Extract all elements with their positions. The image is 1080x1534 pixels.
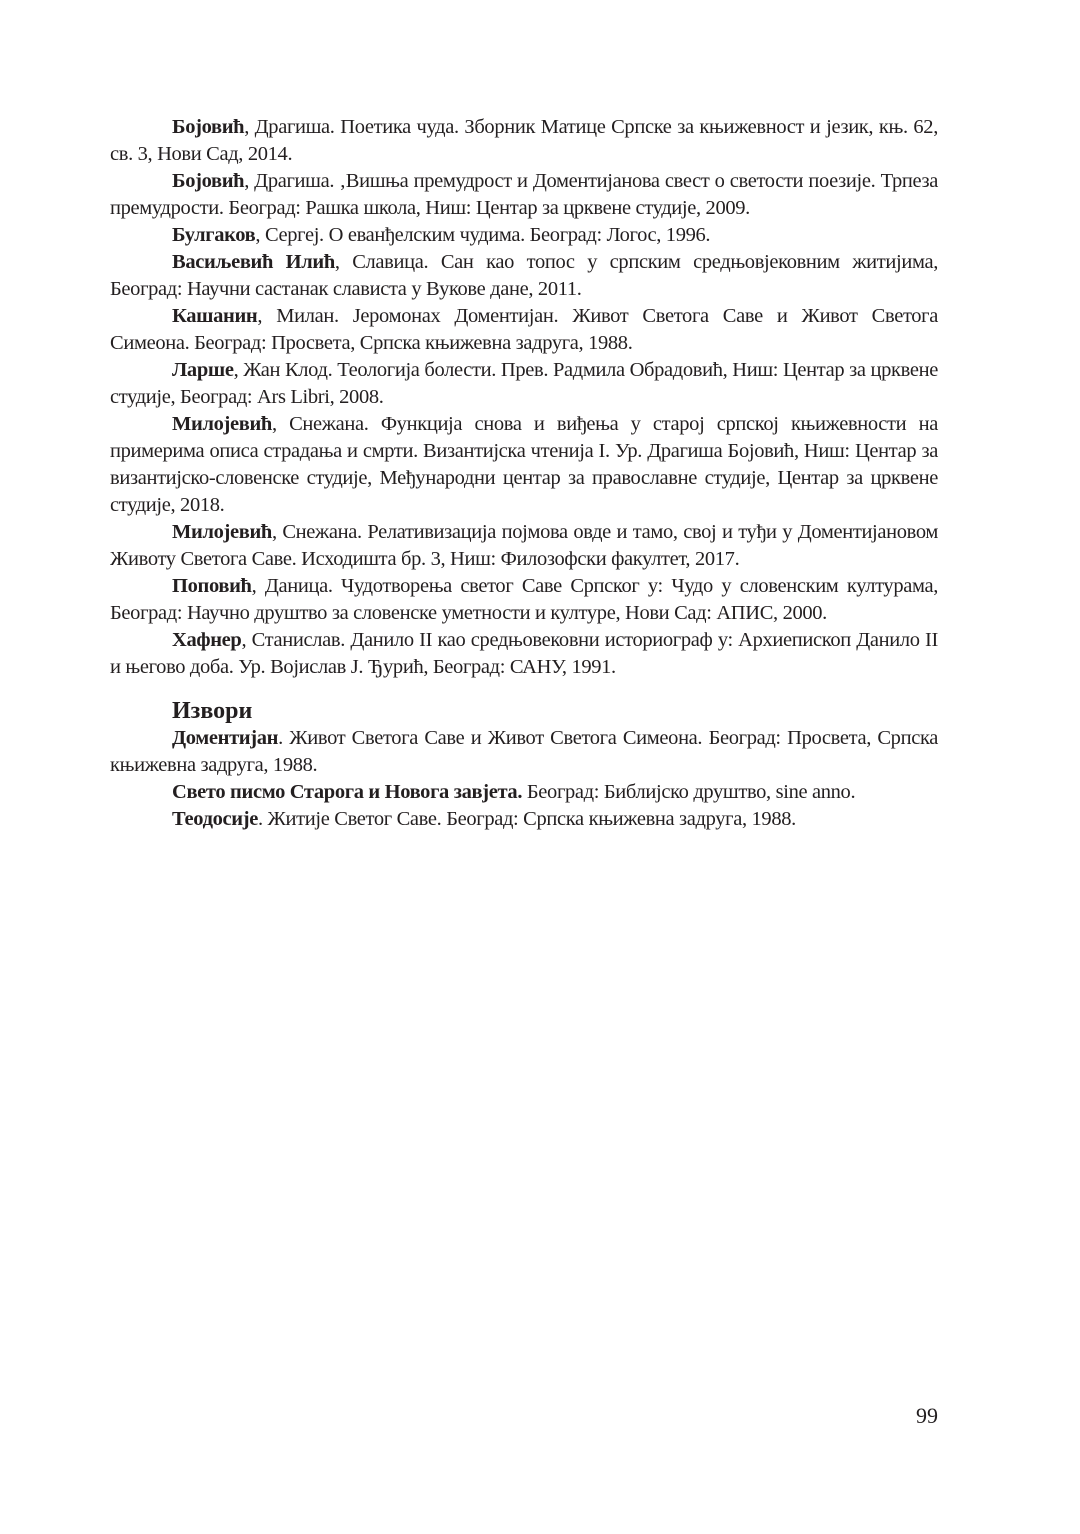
entry-author: Кашанин [172,305,258,327]
entry-text: , Славица. Сан као топос у српским средњовјековним житијима, Београд: Научни састанак слависта у Вукове дане, 2011. [110,251,938,300]
entry-text: , Снежана. Функција снова и виђења у старој српској књижевности на примерима описа страдања и смрти. Византијска чтенија I. Ур. Драгиша Бојовић, Ниш: Центар за византијско-словенске студије, Међународни центар за православне студије, Центар за црквене студије, 2018. [110,413,938,516]
bibliography-entry [110,573,938,627]
entry-text: , Даница. Чудотворења светог Саве Српског у: Чудо у словенским културама, Београд: Научно друштво за словенске уметности и културе, Нови Сад: АПИС, 2000. [110,575,938,624]
sources-list [110,725,938,833]
entry-author: Поповић [172,575,252,597]
entry-author: Теодосије [172,808,258,830]
entry-text: , Снежана. Релативизација појмова овде и тамо, свој и туђи у Доментијановом Животу Светога Саве. Исходишта бр. 3, Ниш: Филозофски факултет, 2017. [110,521,938,570]
bibliography-entry [110,357,938,411]
source-entry [110,806,938,833]
page-content [110,114,938,833]
bibliography-entry [110,222,938,249]
entry-author: Доментијан [172,727,279,749]
bibliography-entry [110,303,938,357]
bibliography-entry [110,249,938,303]
bibliography-entry [110,114,938,168]
sources-heading: Извори [172,698,253,724]
source-entry [110,779,938,806]
entry-author: Хафнер [172,629,242,651]
bibliography-list [110,114,938,681]
entry-text: . Живот Светога Саве и Живот Светога Симеона. Београд: Просвета, Српска књижевна задруга, 1988. [110,727,938,776]
entry-author: Бојовић [172,170,245,192]
page-number: 99 [916,1403,938,1428]
entry-text: , Сергеј. О еванђелским чудима. Београд: Логос, 1996. [255,224,711,246]
entry-text: , Жан Клод. Теологија болести. Прев. Радмила Обрадовић, Ниш: Центар за црквене студије, Београд: Ars Libri, 2008. [110,359,938,408]
entry-text: , Драгиша. Поетика чуда. Зборник Матице Српске за књижевност и језик, књ. 62, св. 3, Нови Сад, 2014. [110,116,938,165]
entry-author: Васиљевић Илић [172,251,335,273]
entry-author: Ларше [172,359,234,381]
entry-text: . Житије Светог Саве. Београд: Српска књижевна задруга, 1988. [257,808,796,830]
entry-author: Булгаков [172,224,256,246]
entry-text: Београд: Библијско друштво, sine anno. [522,781,856,803]
entry-author: Бојовић [172,116,245,138]
entry-text: , Станислав. Данило II као средњовековни историограф у: Архиепископ Данило II и његово доба. Ур. Војислав Ј. Ђурић, Београд: САНУ, 1991. [110,629,938,678]
bibliography-entry [110,168,938,222]
entry-author: Свето писмо Старога и Новога завјета. [172,781,523,803]
entry-author: Милојевић [172,521,272,543]
bibliography-entry [110,411,938,519]
entry-text: , Милан. Јеромонах Доментијан. Живот Светога Саве и Живот Светога Симеона. Београд: Просвета, Српска књижевна задруга, 1988. [110,305,938,354]
source-entry [110,725,938,779]
entry-author: Милојевић [172,413,272,435]
bibliography-entry [110,519,938,573]
entry-text: , Драгиша. ‚Вишња премудрост и Доментијанова свест о светости поезије. Трпеза премудрости. Београд: Рашка школа, Ниш: Центар за црквене студије, 2009. [110,170,938,219]
bibliography-entry [110,627,938,681]
